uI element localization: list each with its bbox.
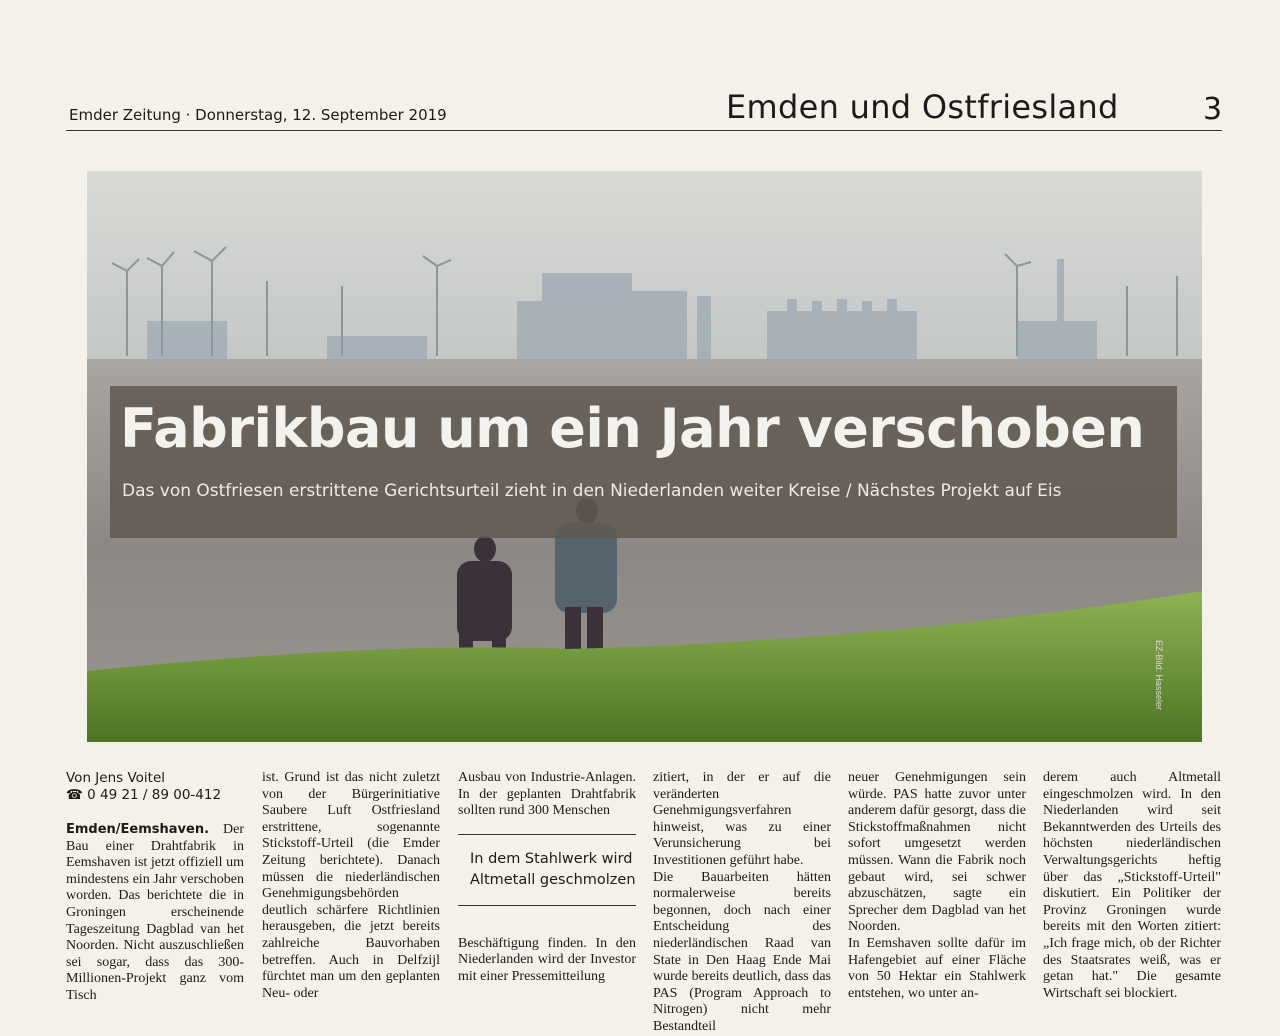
column-5-text-b: In Eemshaven sollte dafür im Hafengebiet auf einer Fläche von 50 Hektar ein Stahlwerk entstehen, wo unter an- <box>848 935 1026 1001</box>
byline: Von Jens Voitel <box>66 770 166 786</box>
article-column-4 <box>653 770 831 1036</box>
dateline: Emden/Eemshaven. <box>66 822 210 837</box>
article-subheadline: Das von Ostfriesen erstrittene Gerichtsurteil zieht in den Niederlanden weiter Kreise / Nächstes Projekt auf Eis <box>122 481 1062 501</box>
column-3-text-a: Ausbau von Industrie-Anlagen. In der geplanten Drahtfabrik sollten rund 300 Menschen <box>458 770 636 819</box>
article-column-5 <box>848 770 1026 1002</box>
section-title: Emden und Ostfriesland <box>726 88 1119 126</box>
article-column-2 <box>262 770 440 1002</box>
article-column-3 <box>458 770 636 986</box>
page-number: 3 <box>1203 92 1223 127</box>
column-6-text: derem auch Altmetall eingeschmolzen wird. In den Niederlanden wird seit Bekanntwerden des Urteils des höchsten niederländischen Verwaltungsgerichts heftig über das „Stickstoff-Urteil" diskutiert. Ein Politiker der Provinz Groningen wurde bereits mit den Worten zitiert: „Ich frage mich, ob der Richter des Staatsrates weiß, was er getan hat." Die gesamte Wirtschaft sei blockiert. <box>1043 770 1221 1001</box>
column-3-text-b: Beschäftigung finden. In den Niederlanden wird der Investor mit einer Pressemitteilung <box>458 935 636 984</box>
column-5-text-a: neuer Genehmigungen sein würde. PAS hatte zuvor unter anderem dafür gesorgt, dass die Stickstoffmaßnahmen nicht sofort umgesetzt werden müssen. Wann die Fabrik noch gebaut wird, sei schwer abzuschätzen, sagte ein Sprecher dem Dagblad van het Noorden. <box>848 770 1026 935</box>
column-2-text: ist. Grund ist das nicht zuletzt von der Bürgerinitiative Saubere Luft Ostfriesland erstrittene, sogenannte Stickstoff-Urteil (die Emder Zeitung berichtete). Danach müssen die niederländischen Genehmigungsbehörden deutlich schärfere Richtlinien herausgeben, die jetzt bereits zahlreiche Bauvorhaben betreffen. Auch in Delfzijl fürchtet man um den geplanten Neu- oder <box>262 770 440 1001</box>
pull-quote: In dem Stahlwerk wird Altmetall geschmolzen <box>458 834 636 906</box>
photo-credit: EZ-Bild: Hasseler <box>1154 640 1164 711</box>
masthead-rule <box>66 130 1222 131</box>
column-4-text-a: zitiert, in der er auf die veränderten Genehmigungsverfahren hinweist, was zu einer Verunsicherung bei Investitionen geführt habe. <box>653 770 831 868</box>
column-4-text-b: Die Bauarbeiten hätten normalerweise bereits begonnen, doch nach einer Entscheidung des niederländischen Raad van State in Den Haag Ende Mai wurde bereits deutlich, dass das PAS (Program Approach to Nitrogen) nicht mehr Bestandteil <box>653 869 831 1034</box>
article-column-1 <box>66 770 244 1005</box>
paper-date-line: Emder Zeitung · Donnerstag, 12. September 2019 <box>69 106 447 124</box>
column-1-text: Der Bau einer Drahtfabrik in Eemshaven ist jetzt offiziell um mindestens ein Jahr verschoben worden. Das berichtete die in Groningen erscheinende Tageszeitung Dagblad van het Noorden. Nicht auszuschließen sei sogar, dass das 300-Millionen-Projekt ganz vom Tisch <box>66 822 244 1003</box>
article-column-6 <box>1043 770 1221 1002</box>
article-headline: Fabrikbau um ein Jahr verschoben <box>120 397 1145 460</box>
phone-number: ☎ 0 49 21 / 89 00-412 <box>66 787 222 803</box>
